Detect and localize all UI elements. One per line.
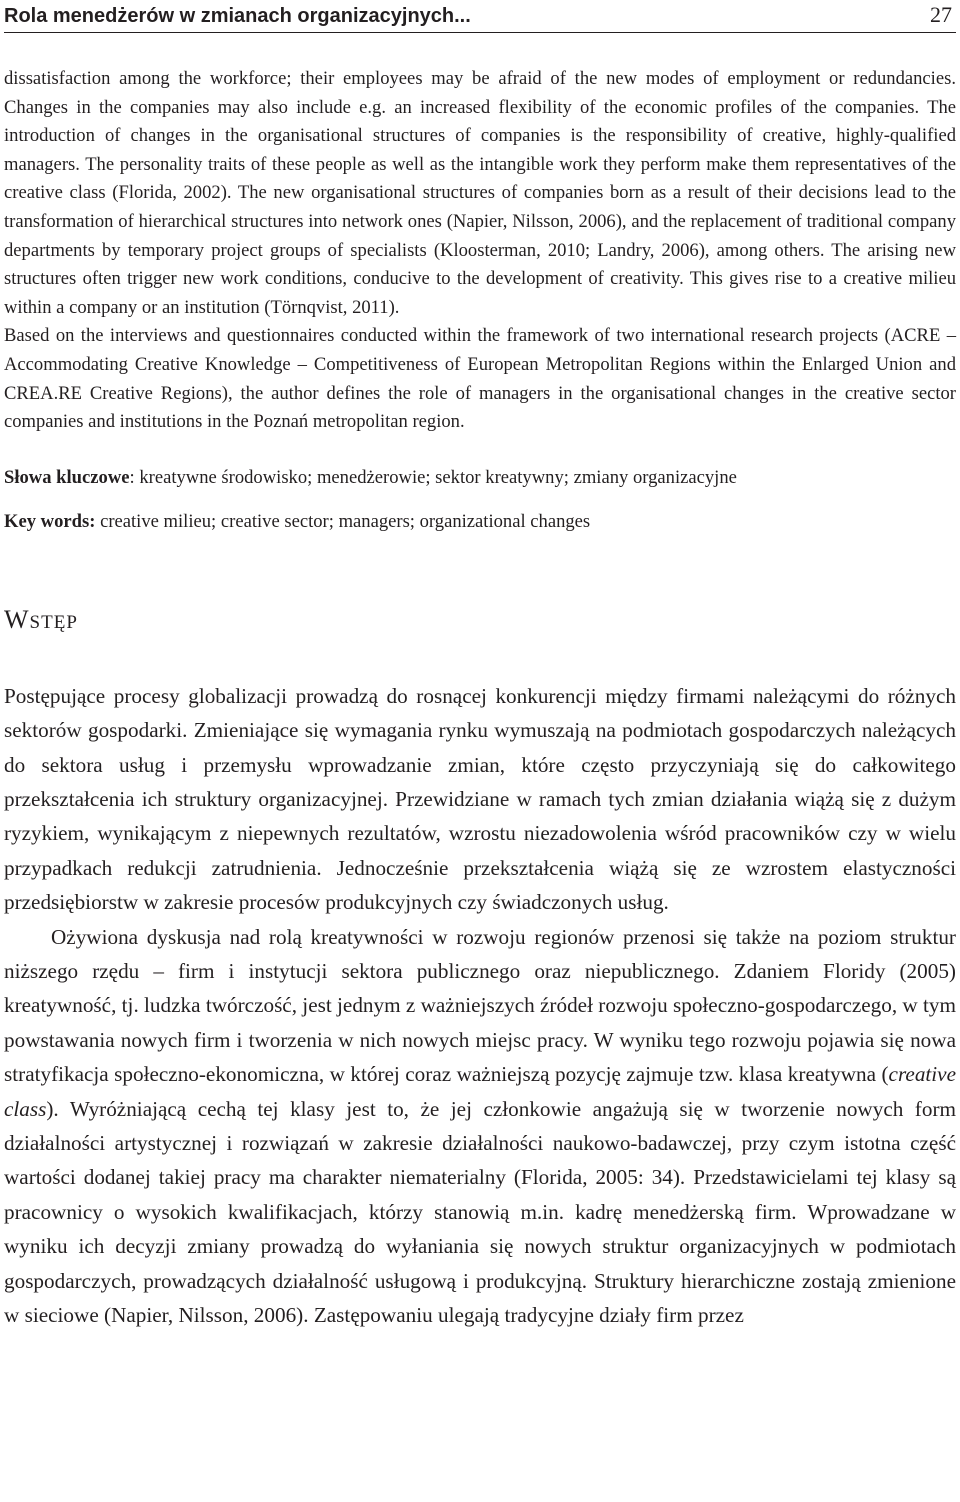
- keywords-polish-text: : kreatywne środowisko; menedżerowie; sektor kreatywny; zmiany organizacyjne: [129, 466, 737, 488]
- section-heading-rest: STĘP: [29, 611, 78, 633]
- italic-term: creative class: [4, 1062, 956, 1121]
- running-title: Rola menedżerów w zmianach organizacyjnych...: [4, 5, 471, 27]
- keywords-polish: [4, 465, 956, 491]
- body-paragraph-text: Ożywiona dyskusja nad rolą kreatywności w rozwoju regionów przenosi się także na poziom struktur niższego rzędu – firm i instytucji sektora publicznego oraz niepublicznego. Zdaniem Floridy (2005) kreatywność, tj. ludzka twórczość, jest jednym z ważniejszych źródeł rozwoju społeczno-gospodarczego, w tym powstawania nowych firm i tworzenia w nich nowych miejsc pracy. W wyniku tego rozwoju pojawia się nowa stratyfikacja społeczno-ekonomiczna, w której coraz ważniejszą pozycję zajmuje tzw. klasa kreatywna (: [4, 924, 956, 1087]
- running-header: [4, 0, 956, 33]
- keywords-english: [4, 509, 956, 535]
- keywords-polish-label: Słowa kluczowe: [4, 466, 130, 488]
- abstract-paragraph: dissatisfaction among the workforce; their employees may be afraid of the new modes of employment or redundancies. Changes in the companies may also include e.g. an increased flexibility of the economic profiles of the companies. The introduction of changes in the organisational structures of companies is the responsibility of creative, highly-qualified managers. The personality traits of these people as well as the intangible work they perform make them representatives of the creative class (Florida, 2002). The new organisational structures of companies born as a result of their decisions lead to the transformation of hierarchical structures into network ones (Napier, Nilsson, 2006), and the replacement of traditional company departments by temporary project groups of specialists (Kloosterman, 2010; Landry, 2006), among others. The arising new structures often trigger new work conditions, conducive to the development of creativity. This gives rise to a creative milieu within a company or an institution (Törnqvist, 2011).: [4, 68, 956, 318]
- section-heading: [4, 605, 956, 635]
- body-paragraph: Postępujące procesy globalizacji prowadzą do rosnącej konkurencji między firmami należącymi do różnych sektorów gospodarki. Zmieniające się wymagania rynku wymuszają na podmiotach gospodarczych należących do sektora usług i przemysłu wprowadzanie zmian, które często przyczyniają się do całkowitego przekształcenia ich struktury organizacyjnej. Przewidziane w ramach tych zmian działania wiążą się z dużym ryzykiem, wynikającym z niepewnych rezultatów, wzrostu niezadowolenia wśród pracowników czy w wielu przypadkach redukcji zatrudnienia. Jednocześnie przekształcenia wiążą się ze wzrostem elastyczności przedsiębiorstw w zakresie procesów produkcyjnych czy świadczonych usług.: [4, 683, 956, 915]
- body-paragraph: [4, 920, 956, 1333]
- section-heading-initial: W: [4, 604, 30, 634]
- abstract-paragraph: Based on the interviews and questionnaires conducted within the framework of two international research projects (ACRE – Accommodating Creative Knowledge – Competitiveness of European Metropolitan Regions within the Enlarged Union and CREA.RE Creative Regions), the author defines the role of managers in the organisational changes in the creative sector companies and institutions in the Poznań metropolitan region.: [4, 325, 956, 433]
- page-number: 27: [930, 2, 952, 27]
- body-text: [4, 679, 956, 1333]
- keywords-english-text: creative milieu; creative sector; managers; organizational changes: [95, 510, 591, 532]
- body-paragraph-text: ). Wyróżniającą cechą tej klasy jest to, że jej członkowie angażują się w tworzenie nowych form działalności artystycznej i rozwiązań w zakresie działalności naukowo-badawczej, przy czym istotna część wartości dodanej takiej pracy ma charakter niematerialny (Florida, 2005: 34). Przedstawicielami tej klasy są pracownicy o wysokich kwalifikacjach, którzy stanowią m.in. kadrę menedżerską firm. Wprowadzane w wyniku ich decyzji zmiany prowadzą do wyłaniania się nowych struktur organizacyjnych w podmiotach gospodarczych, prowadzących działalność usługową i produkcyjną. Struktury hierarchiczne zostają zmienione w sieciowe (Napier, Nilsson, 2006). Zastępowaniu ulegają tradycyjne działy firm przez: [4, 1096, 956, 1328]
- keywords-english-label: Key words:: [4, 510, 96, 532]
- english-abstract: [4, 65, 956, 437]
